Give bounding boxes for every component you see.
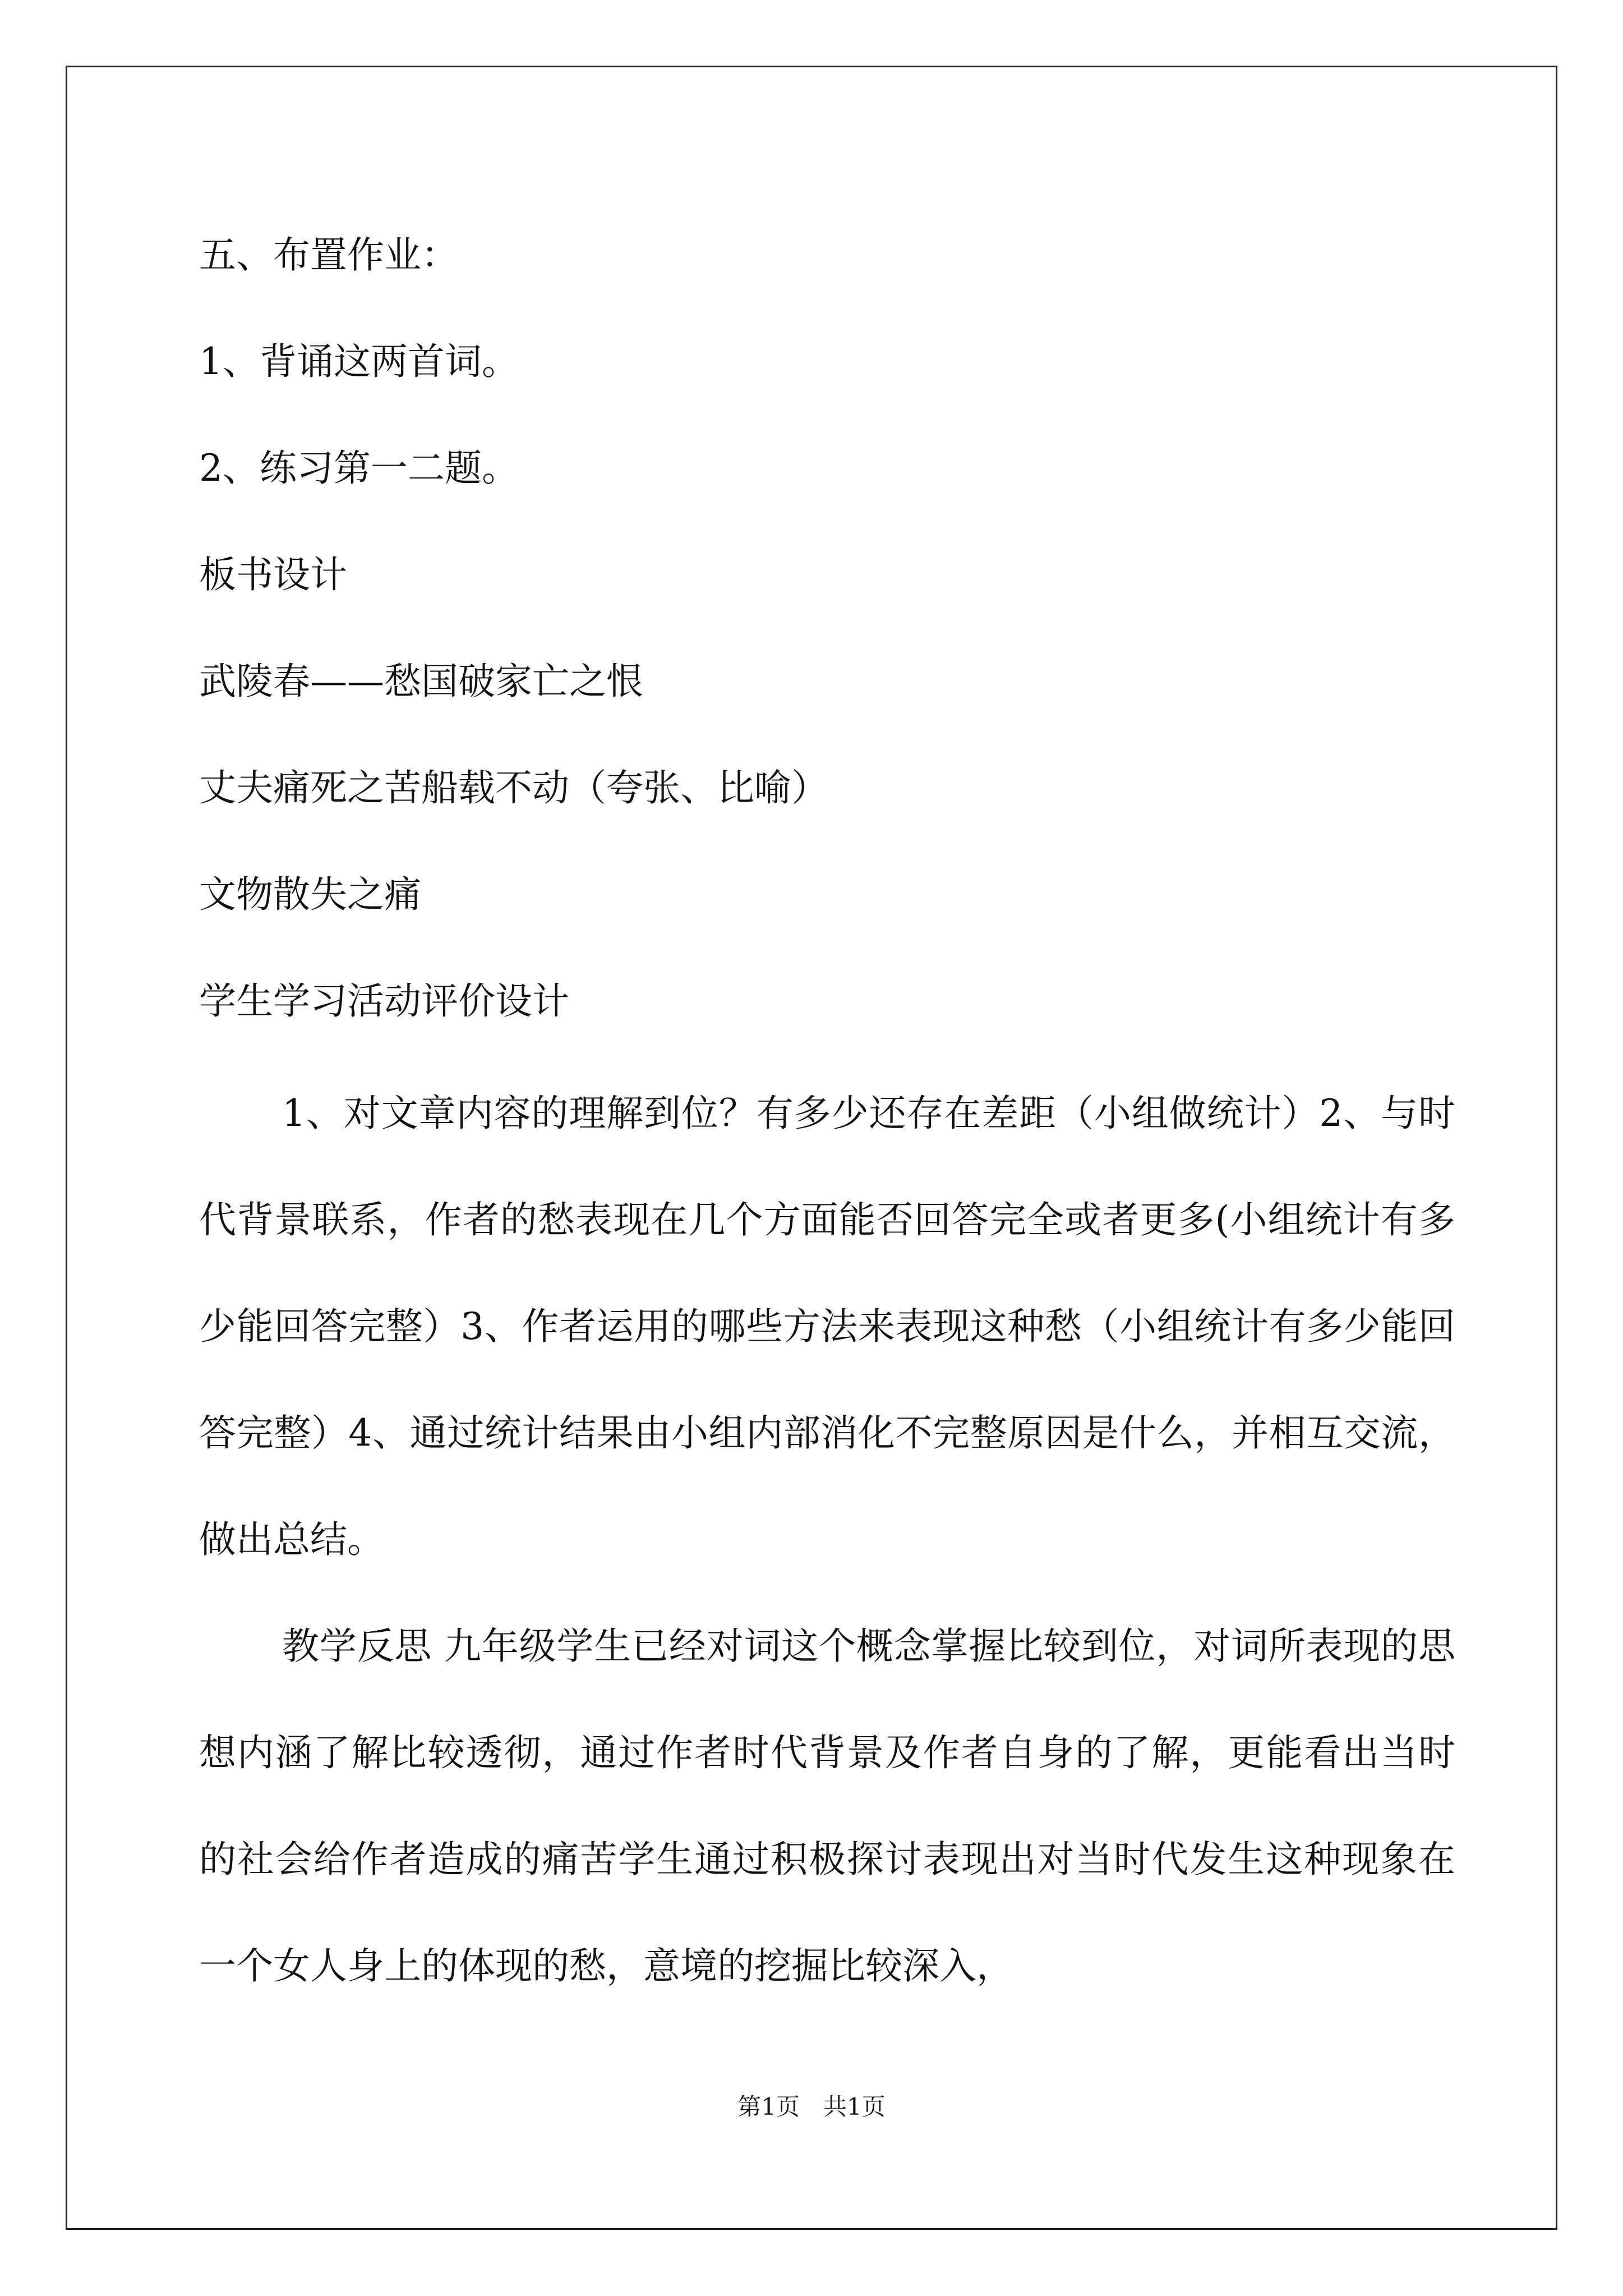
heading-board-design: 板书设计 [199,553,347,596]
assignment-item-2: 2、练习第一二题。 [199,447,519,490]
board-line-2: 丈夫痛死之苦船载不动（夸张、比喻） [199,766,828,809]
board-line-3: 文物散失之痛 [199,873,421,916]
reflection-paragraph: 教学反思 九年级学生已经对词这个概念掌握比较到位，对词所表现的思想内涵了解比较透彻，通过作者时代背景及作者自身的了解，更能看出当时的社会给作者造成的痛苦学生通过积极探讨表现出对当时代发生这种现象在一个女人身上的体现的愁，意境的挖掘比较深入， [199,1625,1455,1987]
heading-evaluation-design: 学生学习活动评价设计 [199,979,569,1023]
board-line-1: 武陵春——愁国破家亡之恨 [199,660,643,703]
page-footer: 第1页 共1页 [737,2093,886,2120]
evaluation-paragraph: 1、对文章内容的理解到位？有多少还存在差距（小组做统计）2、与时代背景联系，作者的愁表现在几个方面能否回答完全或者更多(小组统计有多少能回答完整）3、作者运用的哪些方法来表现这种愁（小组统计有多少能回答完整）4、通过统计结果由小组内部消化不完整原因是什么，并相互交流，做出总结。 [199,1092,1455,1561]
heading-assignment: 五、布置作业： [199,233,458,277]
assignment-item-1: 1、背诵这两首词。 [199,340,519,383]
